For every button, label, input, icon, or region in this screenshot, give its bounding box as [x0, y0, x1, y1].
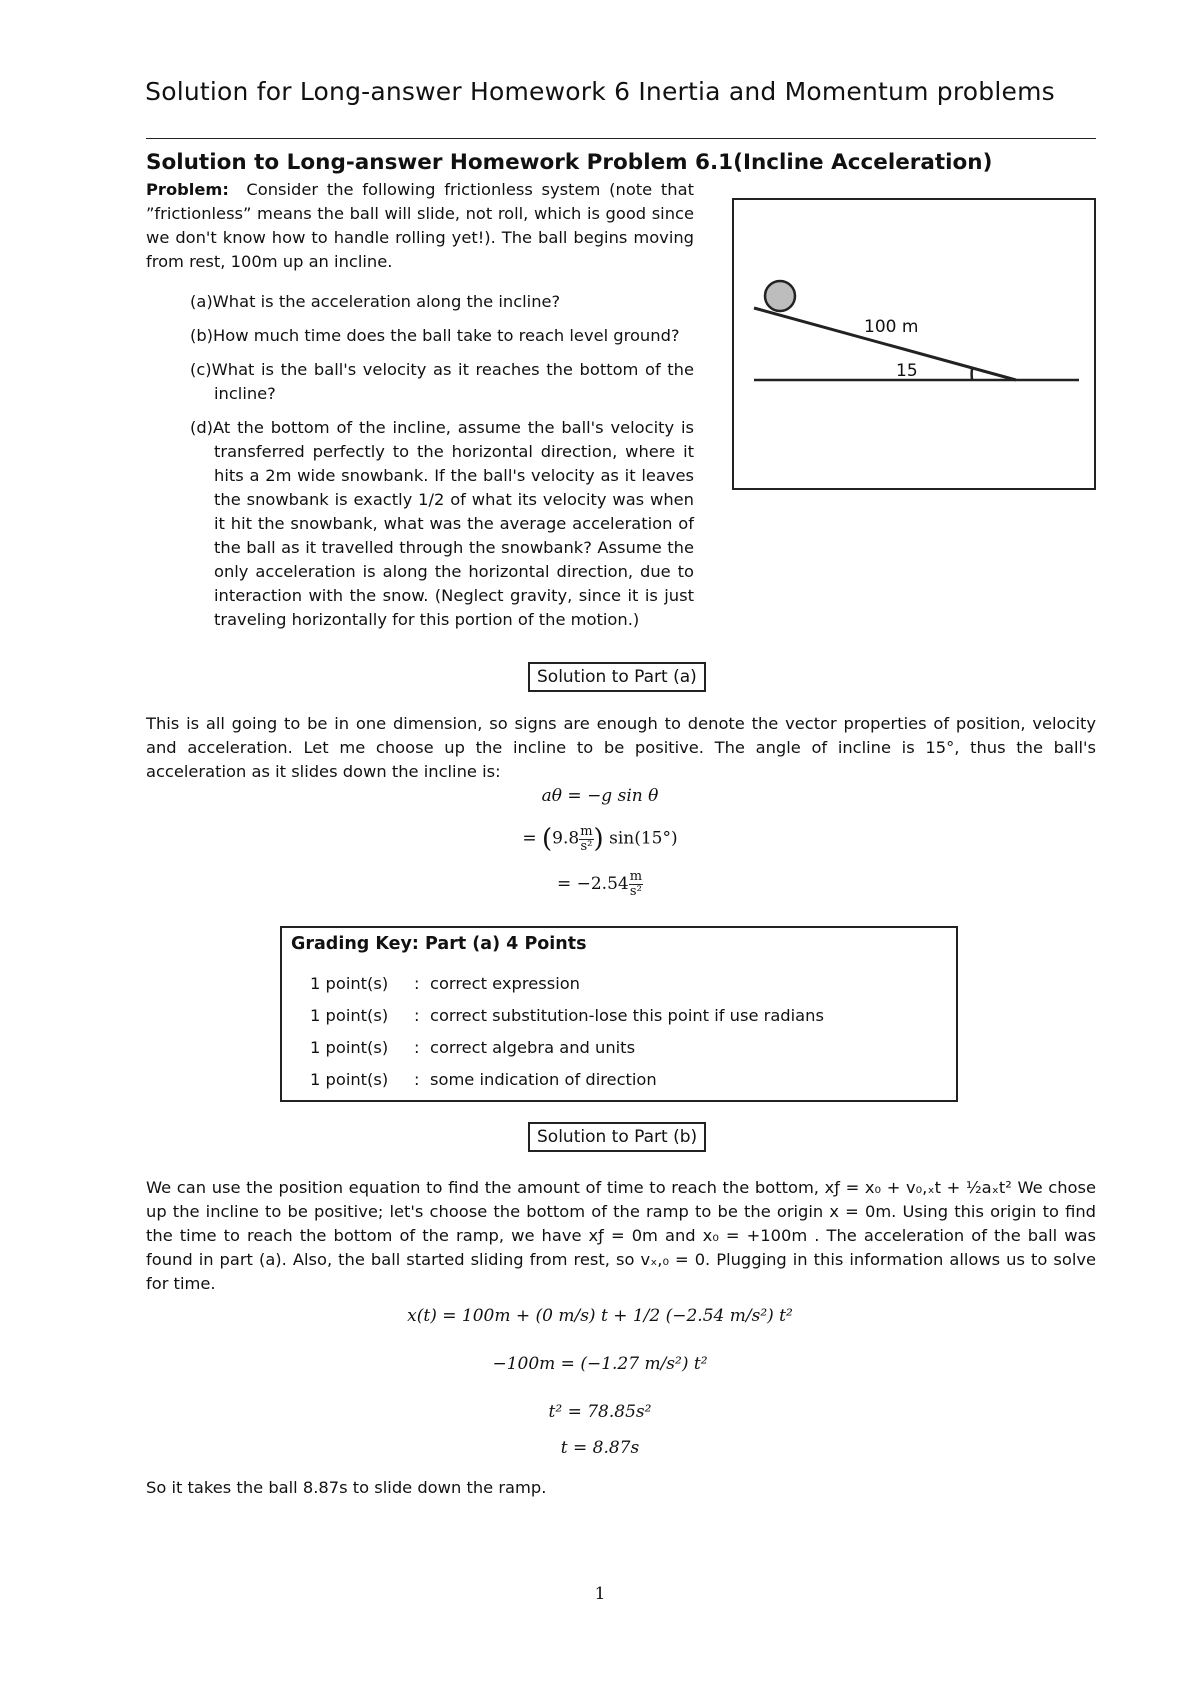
grading-sep: : [414, 1006, 420, 1025]
page-number: 1 [594, 1584, 606, 1604]
grading-key-box [280, 926, 958, 1102]
grading-sep: : [414, 1070, 420, 1089]
grading-desc: correct substitution-lose this point if use radians [430, 1006, 824, 1025]
part-b-intro: We can use the position equation to find the amount of time to reach the bottom, xƒ = x₀ + v₀,ₓt + ½aₓt² We chose up the incline to be positive; let's choose the bottom of the ramp to be the origin x = 0m. Using this origin to find the time to reach the bottom of the ramp, we have xƒ = 0m and x₀ = +100m . The acceleration of the ball was found in part (a). Also, the ball started sliding from rest, so vₓ,₀ = 0. Plugging in this information allows us to solve for time. [146, 1178, 1096, 1293]
angle-label: 15 [896, 361, 918, 381]
grading-points: 1 point(s) [310, 1038, 389, 1057]
grading-key-title: Grading Key: Part (a) 4 Points [291, 934, 587, 954]
problem-part-b: (b)How much time does the ball take to reach level ground? [190, 326, 680, 345]
incline-figure [732, 198, 1096, 490]
problem-part-c: (c)What is the ball's velocity as it reaches the bottom of the incline? [190, 360, 694, 403]
problem-part-d: (d)At the bottom of the incline, assume the ball's velocity is transferred perfectly to the horizontal direction, where it hits a 2m wide snowbank. If the ball's velocity as it leaves the snowbank is exactly 1/2 of what its velocity was when it hit the snowbank, what was the average acceleration of the ball as it travelled through the snowbank? Assume the only acceleration is along the horizontal direction, due to interaction with the snow. (Neglect gravity, since it is just traveling horizontally for this portion of the motion.) [190, 418, 694, 629]
ball [765, 281, 795, 311]
grading-points: 1 point(s) [310, 1006, 389, 1025]
part-a-eq1: aθ = −g sin θ [541, 786, 659, 806]
grading-row [310, 1006, 824, 1025]
problem-label: Problem: [146, 180, 229, 199]
problem-part-a: (a)What is the acceleration along the incline? [190, 292, 561, 311]
part-a-eq2: = (9.8 $\frac{m}{\text{s²}}$ ) sin(15°) [522, 823, 678, 854]
incline-diagram [734, 200, 1094, 488]
part-b-eq1: x(t) = 100m + (0 m/s) t + 1/2 (−2.54 m/s²) t² [407, 1306, 793, 1326]
part-b-eq4: t = 8.87s [560, 1438, 640, 1458]
part-a-heading-box: Solution to Part (a) [528, 662, 706, 692]
grading-row [310, 1070, 657, 1089]
problem-parts [190, 290, 694, 642]
part-a-eq2-tail: sin(15°) [609, 828, 678, 849]
problem-statement [146, 178, 694, 274]
grading-sep: : [414, 974, 420, 993]
distance-label: 100 m [864, 317, 919, 337]
grading-row [310, 1038, 635, 1057]
part-b-heading-box: Solution to Part (b) [528, 1122, 706, 1152]
grading-row [310, 974, 580, 993]
part-b-eq2: −100m = (−1.27 m/s²) t² [492, 1354, 708, 1374]
header-divider [146, 138, 1096, 139]
grading-desc: correct algebra and units [430, 1038, 636, 1057]
part-a-eq2-den: s² [580, 838, 593, 854]
part-b-conclusion: So it takes the ball 8.87s to slide down the ramp. [146, 1478, 547, 1497]
part-a-eq3 [0, 870, 1200, 899]
problem-text: Consider the following frictionless system (note that ”frictionless” means the ball will slide, not roll, which is good since we don't know how to handle rolling yet!). The ball begins moving from rest, 100m up an incline. [146, 180, 694, 271]
part-a-eq3-num: m [629, 869, 643, 884]
grading-desc: correct expression [430, 974, 581, 993]
section-title: Solution to Long-answer Homework Problem 6.1(Incline Acceleration) [146, 150, 993, 175]
part-a-eq3-den: s² [629, 884, 642, 899]
grading-points: 1 point(s) [310, 1070, 389, 1089]
grading-points: 1 point(s) [310, 974, 389, 993]
part-a-eq2-num: m [580, 823, 593, 839]
part-a-intro: This is all going to be in one dimension, so signs are enough to denote the vector properties of position, velocity and acceleration. Let me choose up the incline to be positive. The angle of incline is 15°, thus the ball's acceleration as it slides down the incline is: [146, 714, 1096, 781]
page-header-title: Solution for Long-answer Homework 6 Inertia and Momentum problems [145, 77, 1055, 106]
grading-desc: some indication of direction [430, 1070, 657, 1089]
part-a-eq2-coef: 9.8 [552, 828, 580, 849]
part-b-eq3: t² = 78.85s² [548, 1402, 652, 1422]
grading-sep: : [414, 1038, 420, 1057]
part-a-eq3-val: = −2.54 [556, 874, 629, 894]
